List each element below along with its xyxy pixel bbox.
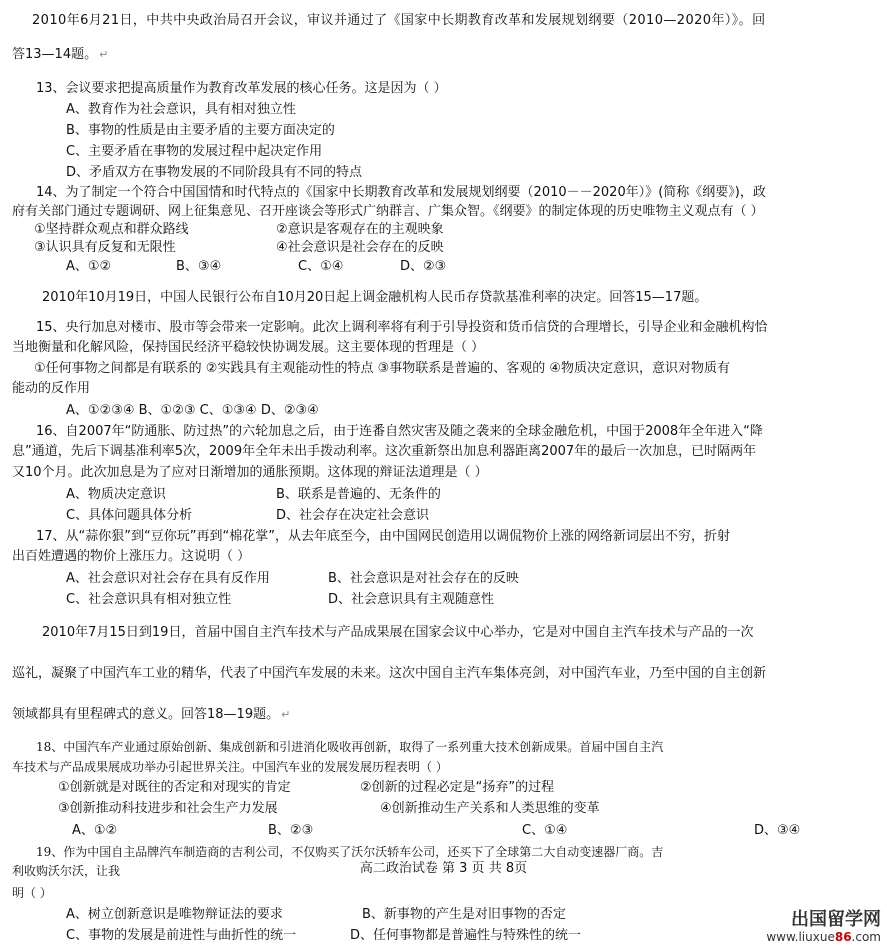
question-17-option: C、社会意识具有相对独立性 [66, 592, 232, 607]
question-13-option: D、矛盾双方在事物发展的不同阶段具有不同的特点 [66, 165, 363, 180]
question-14-choice: A、①② [66, 259, 112, 274]
question-16-stem-cont: 息”通道，先后下调基准利率5次，2009年全年未出手拨动利率。这次重新祭出加息利器距离2007年的最后一次加息，已时隔两年 [12, 444, 757, 459]
question-19-stem-cont: 利收购沃尔沃，让我 [12, 864, 121, 878]
passage-intro-3-cont: 巡礼，凝聚了中国汽车工业的精华，代表了中国汽车发展的未来。这次中国自主汽车集体亮剑，对中国汽车业，乃至中国的自主创新 [12, 666, 767, 681]
question-14-item: ④社会意识是社会存在的反映 [276, 240, 444, 255]
question-18-item: ③创新推动科技进步和社会生产力发展 [58, 801, 278, 816]
question-19-option: A、树立创新意识是唯物辩证法的要求 [66, 907, 283, 922]
question-14-item: ①坚持群众观点和群众路线 [34, 222, 189, 237]
question-17-option: A、社会意识对社会存在具有反作用 [66, 571, 270, 586]
question-15-items: ①任何事物之间都是有联系的 ②实践具有主观能动性的特点 ③事物联系是普遍的、客观的 ④物质决定意识，意识对物质有 [34, 361, 731, 376]
question-17-option: B、社会意识是对社会存在的反映 [328, 571, 519, 586]
question-14-stem-cont: 府有关部门通过专题调研、网上征集意见、召开座谈会等形式广纳群言、广集众智。《纲要》的制定体现的历史唯物主义观点有（ ） [12, 204, 764, 219]
question-16-option: A、物质决定意识 [66, 487, 166, 502]
question-18-stem: 18、中国汽车产业通过原始创新、集成创新和引进消化吸收再创新，取得了一系列重大技术创新成果。首届中国自主汽 [36, 740, 664, 754]
page-footer: 高二政治试卷 第 3 页 共 8页 [359, 861, 528, 876]
question-14-choice: D、②③ [400, 259, 447, 274]
question-15-stem-cont: 当地衡量和化解风险，保持国民经济平稳较快协调发展。这主要体现的哲理是（ ） [12, 340, 485, 355]
question-18-stem-cont: 车技术与产品成果展成功举办引起世界关注。中国汽车业的发展发展历程表明（ ） [12, 760, 448, 774]
question-14-choice: B、③④ [176, 259, 222, 274]
passage-intro-1: 2010年6月21日，中共中央政治局召开会议，审议并通过了《国家中长期教育改革和发展规划纲要（2010—2020年）》。回 [32, 13, 766, 28]
question-18-choice: A、①② [72, 823, 118, 838]
question-15-choices: A、①②③④ B、①②③ C、①③④ D、②③④ [66, 403, 319, 418]
question-16-option: D、社会存在决定社会意识 [276, 508, 430, 523]
question-14-stem: 14、为了制定一个符合中国国情和时代特点的《国家中长期教育改革和发展规划纲要（2010－－2020年）》(简称《纲要》)，政 [36, 185, 766, 200]
watermark-url: www.liuxue86.com [766, 930, 881, 944]
question-19-stem: 19、作为中国自主品牌汽车制造商的吉利公司，不仅购买了沃尔沃轿车公司，还买下了全球第二大自动变速器厂商。吉 [36, 845, 664, 859]
passage-intro-3-cont: 领域都具有里程碑式的意义。回答18—19题。 ↵ [12, 707, 291, 722]
question-14-item: ③认识具有反复和无限性 [34, 240, 176, 255]
site-watermark [766, 910, 881, 944]
question-16-option: B、联系是普遍的、无条件的 [276, 487, 441, 502]
watermark-title: 出国留学网 [791, 909, 881, 930]
question-18-choice: C、①④ [522, 823, 568, 838]
question-17-stem-cont: 出百姓遭遇的物价上涨压力。这说明（ ） [12, 549, 251, 564]
question-16-stem-cont: 又10个月。此次加息是为了应对日渐增加的通胀预期。这体现的辩证法道理是（ ） [12, 465, 488, 480]
question-14-choice: C、①④ [298, 259, 344, 274]
question-14-item: ②意识是客观存在的主观映象 [276, 222, 444, 237]
passage-intro-3: 2010年7月15日到19日，首届中国自主汽车技术与产品成果展在国家会议中心举办，它是对中国自主汽车技术与产品的一次 [42, 625, 754, 640]
question-18-choice: D、③④ [754, 823, 801, 838]
question-16-option: C、具体问题具体分析 [66, 508, 193, 523]
question-13-stem: 13、会议要求把提高质量作为教育改革发展的核心任务。这是因为（ ） [36, 81, 447, 96]
question-15-items-cont: 能动的反作用 [12, 381, 91, 396]
question-13-option: C、主要矛盾在事物的发展过程中起决定作用 [66, 144, 323, 159]
question-18-item: ④创新推动生产关系和人类思维的变革 [380, 801, 600, 816]
question-18-item: ②创新的过程必定是“扬弃”的过程 [360, 780, 555, 795]
question-19-option: D、任何事物都是普遍性与特殊性的统一 [350, 928, 582, 943]
question-19-stem-cont: 明（ ） [12, 886, 52, 900]
passage-intro-1-cont: 答13—14题。 ↵ [12, 47, 109, 62]
question-15-stem: 15、央行加息对楼市、股市等会带来一定影响。此次上调利率将有利于引导投资和货币信贷的合理增长，引导企业和金融机构恰 [36, 320, 768, 335]
question-18-item: ①创新就是对既往的否定和对现实的肯定 [58, 780, 291, 795]
question-13-option: A、教育作为社会意识，具有相对独立性 [66, 102, 296, 117]
question-18-choice: B、②③ [268, 823, 314, 838]
question-13-option: B、事物的性质是由主要矛盾的主要方面决定的 [66, 123, 335, 138]
passage-intro-2: 2010年10月19日，中国人民银行公布自10月20日起上调金融机构人民币存贷款基准利率的决定。回答15—17题。 [42, 290, 708, 305]
question-19-option: C、事物的发展是前进性与曲折性的统一 [66, 928, 297, 943]
question-19-option: B、新事物的产生是对旧事物的否定 [362, 907, 566, 922]
question-17-stem: 17、从“蒜你狠”到“豆你玩”再到“棉花掌”，从去年底至今，由中国网民创造用以调侃物价上涨的网络新词层出不穷，折射 [36, 529, 730, 544]
question-16-stem: 16、自2007年“防通胀、防过热”的六轮加息之后，由于连番自然灾害及随之袭来的全球金融危机，中国于2008年全年进入“降 [36, 424, 763, 439]
question-17-option: D、社会意识具有主观随意性 [328, 592, 495, 607]
